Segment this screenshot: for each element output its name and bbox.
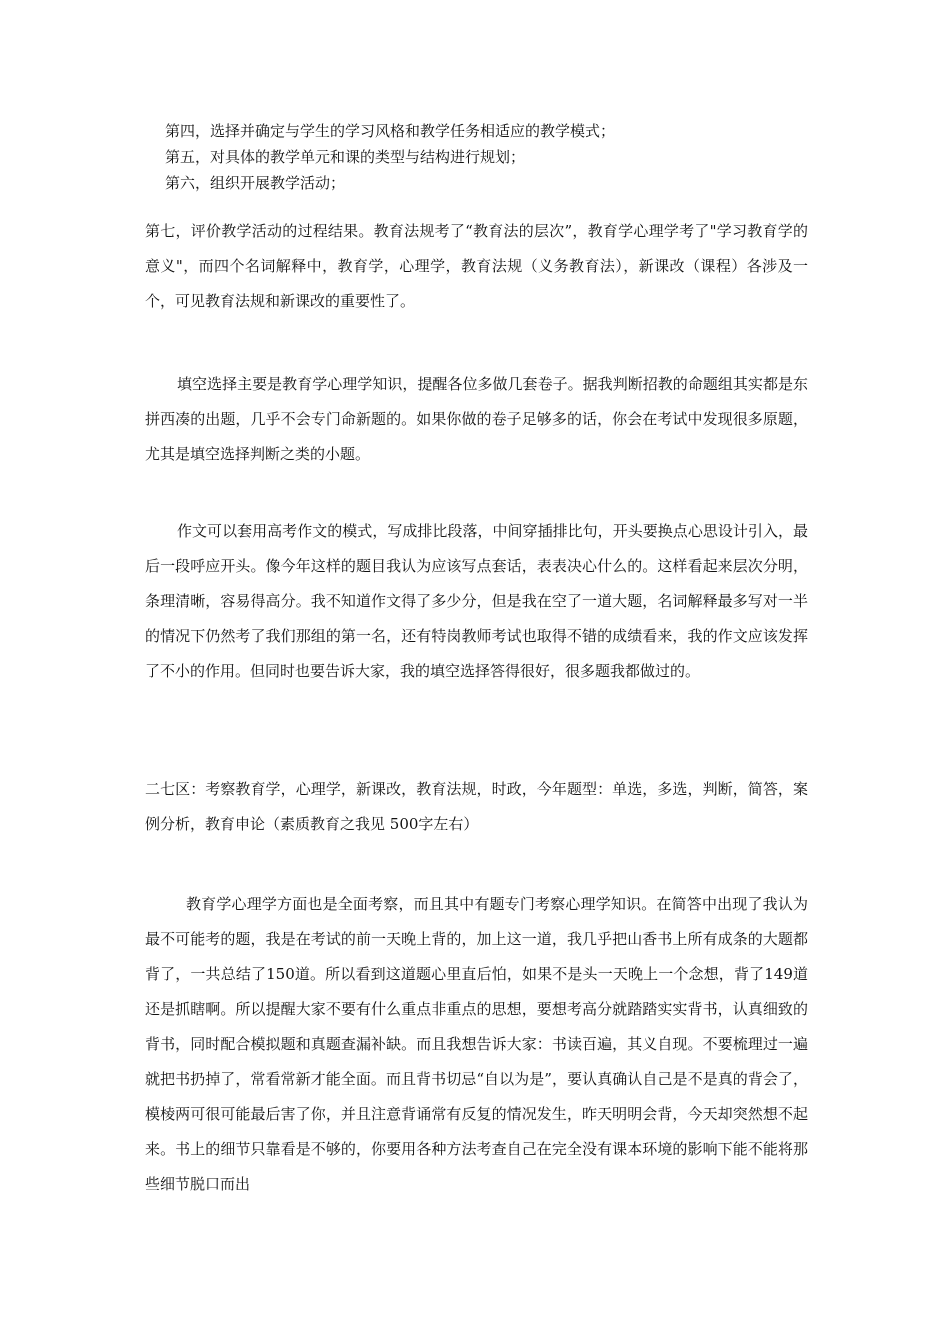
- paragraph-pedagogy-psychology: 教育学心理学方面也是全面考察，而且其中有题专门考察心理学知识。在简答中出现了我认为最不可能考的题，我是在考试的前一天晚上背的，加上这一道，我几乎把山香书上所有成条的大题都背了，一共总结了150道。所以看到这道题心里直后怕，如果不是头一天晚上一个念想，背了149道还是抓瞎啊。所以提醒大家不要有什么重点非重点的思想，要想考高分就踏踏实实背书，认真细致的背书，同时配合模拟题和真题查漏补缺。而且我想告诉大家：书读百遍，其义自现。不要梳理过一遍就把书扔掉了，常看常新才能全面。而且背书切忌“自以为是”，要认真确认自己是不是真的背会了，模棱两可很可能最后害了你，并且注意背诵常有反复的情况发生，昨天明明会背，今天却突然想不起来。书上的细节只靠看是不够的，你要用各种方法考查自己在完全没有课本环境的影响下能不能将那些细节脱口而出: [145, 895, 808, 1193]
- step-list: [165, 118, 865, 196]
- paragraph-erqi-district: 二七区：考察教育学，心理学，新课改，教育法规，时政，今年题型：单选，多选，判断，简答，案例分析，教育申论（素质教育之我见 500字左右）: [145, 780, 808, 833]
- step-item: 第五，对具体的教学单元和课的类型与结构进行规划；: [165, 148, 526, 166]
- step-item: 第六，组织开展教学活动；: [165, 174, 346, 192]
- paragraph-evaluation: 第七，评价教学活动的过程结果。教育法规考了“教育法的层次”，教育学心理学考了"学习教育学的意义"，而四个名词解释中，教育学，心理学，教育法规（义务教育法），新课改（课程）各涉及一个，可见教育法规和新课改的重要性了。: [145, 222, 808, 310]
- paragraph-composition: 作文可以套用高考作文的模式，写成排比段落，中间穿插排比句，开头要换点心思设计引入，最后一段呼应开头。像今年这样的题目我认为应该写点套话，表表决心什么的。这样看起来层次分明，条理清晰，容易得高分。我不知道作文得了多少分，但是我在空了一道大题，名词解释最多写对一半的情况下仍然考了我们那组的第一名，还有特岗教师考试也取得不错的成绩看来，我的作文应该发挥了不小的作用。但同时也要告诉大家，我的填空选择答得很好，很多题我都做过的。: [145, 522, 808, 680]
- step-item: 第四，选择并确定与学生的学习风格和教学任务相适应的教学模式；: [165, 122, 616, 140]
- paragraph-fill-in-choice: 填空选择主要是教育学心理学知识，提醒各位多做几套卷子。据我判断招教的命题组其实都是东拼西凑的出题，几乎不会专门命新题的。如果你做的卷子足够多的话，你会在考试中发现很多原题，尤其是填空选择判断之类的小题。: [145, 375, 808, 463]
